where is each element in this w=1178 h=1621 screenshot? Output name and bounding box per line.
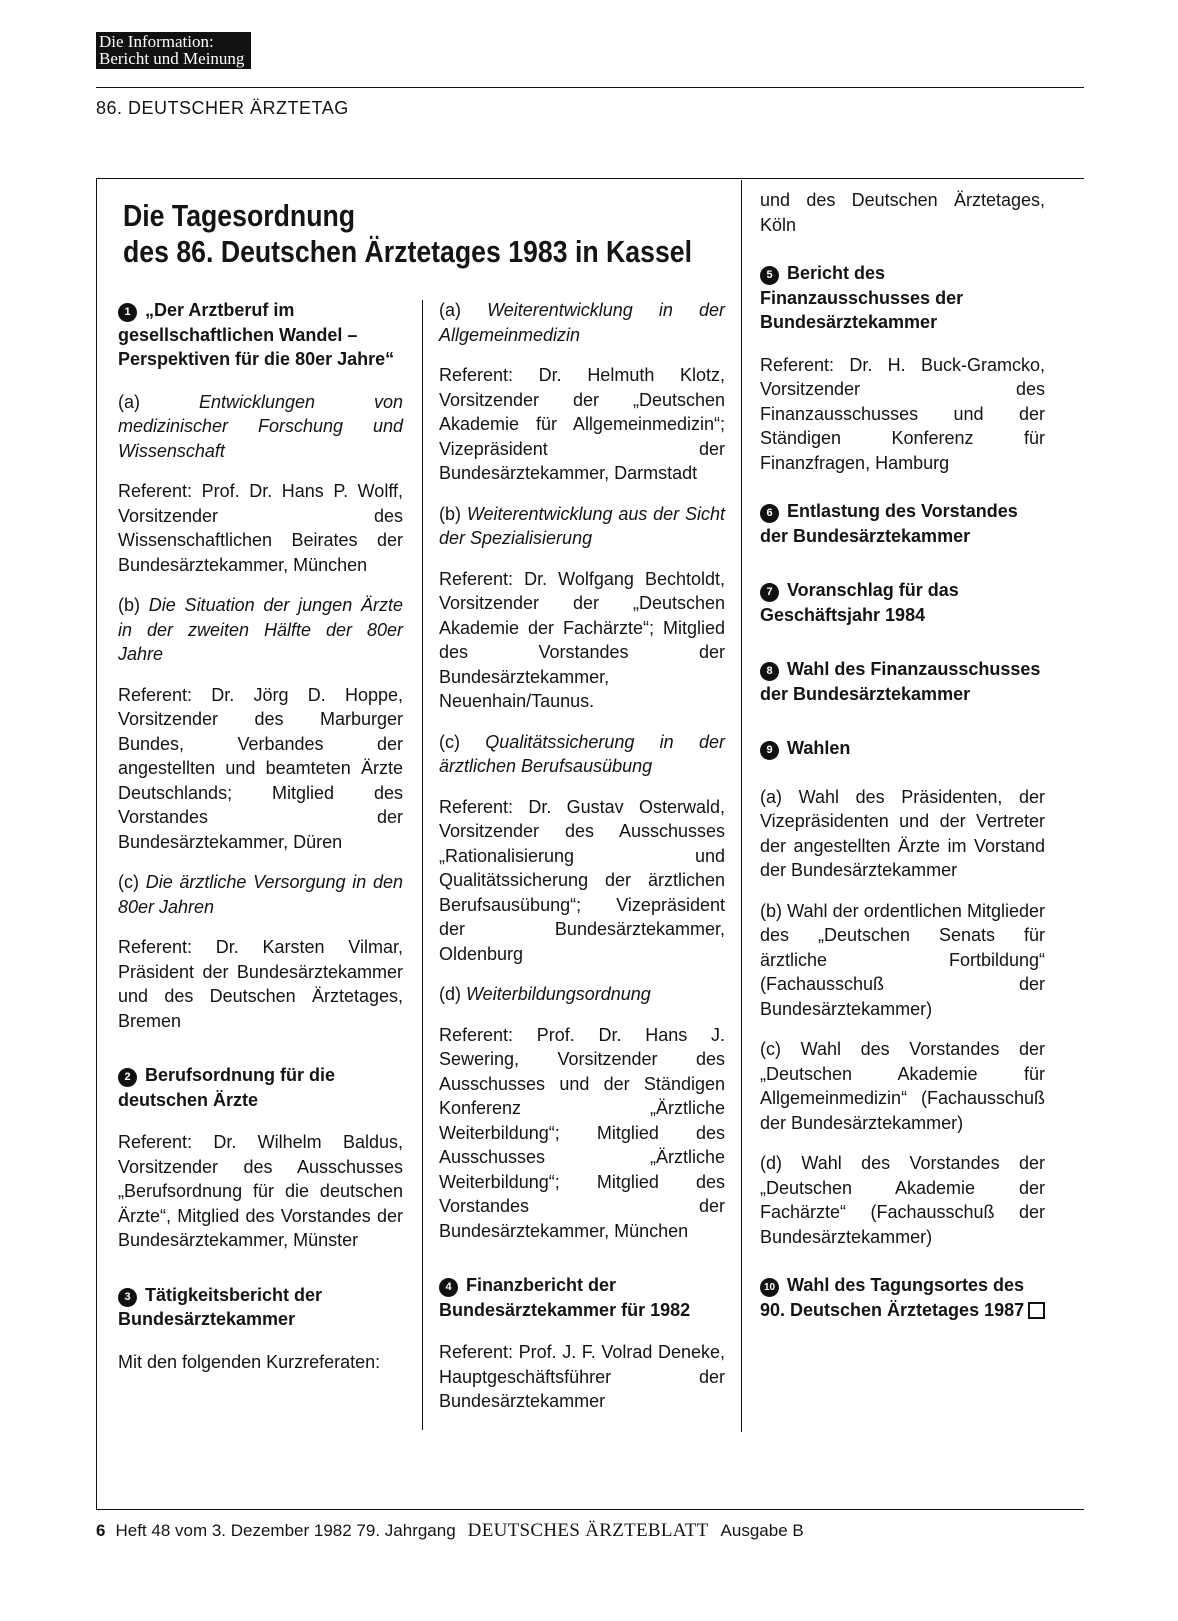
- referent-4: Referent: Prof. J. F. Volrad Deneke, Hauptgeschäftsführer der Bundesärztekammer: [439, 1342, 725, 1411]
- subitem-1b: [118, 593, 403, 667]
- agenda-item-8-heading: Wahl des Finanzausschusses der Bundesärztekammer: [760, 659, 1041, 704]
- page-number: 6: [96, 1521, 106, 1540]
- column-3: [760, 188, 1045, 1340]
- referent-3c: Referent: Dr. Gustav Osterwald, Vorsitzender des Ausschusses „Rationalisierung und Qualitätssicherung der ärztlichen Berufsausübung“; Vizepräsident der Bundesärztekammer, Oldenburg: [439, 796, 725, 964]
- subitem-title: Die ärztliche Versorgung in den 80er Jahren: [118, 872, 403, 917]
- agenda-item-7-heading: Voranschlag für das Geschäftsjahr 1984: [760, 580, 959, 625]
- agenda-item-9: [760, 736, 1045, 761]
- title-line-1: Die Tagesordnung: [123, 198, 356, 233]
- item-number-8: 8: [760, 662, 779, 681]
- referent-1a: Referent: Prof. Dr. Hans P. Wolff, Vorsitzender des Wissenschaftlichen Beirates der Bundesärztekammer, München: [118, 481, 403, 575]
- subitem-title: Entwicklungen von medizinischer Forschung und Wissenschaft: [118, 391, 403, 461]
- column-2: [439, 298, 725, 1430]
- item-number-6: 6: [760, 504, 779, 523]
- subitem-label: (b): [439, 503, 461, 524]
- agenda-item-7: [760, 578, 1045, 627]
- referent-2: Referent: Dr. Wilhelm Baldus, Vorsitzender des Ausschusses „Berufsordnung für die deutschen Ärzte“, Mitglied des Vorstandes der Bundesärztekammer, Münster: [118, 1132, 403, 1250]
- end-mark-icon: [1028, 1302, 1045, 1319]
- referent-5: Referent: Dr. H. Buck-Gramcko, Vorsitzender des Finanzausschusses und der Ständigen Konferenz für Finanzfragen, Hamburg: [760, 354, 1045, 473]
- referent-1b: Referent: Dr. Jörg D. Hoppe, Vorsitzender des Marburger Bundes, Verbandes der angestellten und beamteten Ärzte Deutschlands; Mitglied des Vorstandes der Bundesärztekammer, Düren: [118, 684, 403, 852]
- referent-3d: Referent: Prof. Dr. Hans J. Sewering, Vorsitzender des Ausschusses und der Ständigen Konferenz „Ärztliche Weiterbildung“; Mitglied des Ausschusses „Ärztliche Weiterbildung“; Mitglied des Vorstandes der Bundesärztekammer, München: [439, 1024, 725, 1241]
- rubric-line-2: Bericht und Meinung: [99, 49, 245, 68]
- top-rule: [96, 87, 1084, 88]
- subitem-1c: [118, 870, 403, 919]
- page-footer: [96, 1520, 804, 1542]
- rubric-line-1: Die Information:: [99, 32, 214, 51]
- election-a: (a) Wahl des Präsidenten, der Vizepräsidenten und der Vertreter der angestellten Ärzte im Vorstand der Bundesärztekammer: [760, 786, 1045, 880]
- agenda-item-2-heading: Berufsordnung für die deutschen Ärzte: [118, 1065, 335, 1110]
- edition: Ausgabe B: [720, 1521, 804, 1540]
- agenda-item-10-heading: Wahl des Tagungsortes des 90. Deutschen Ärztetages 1987: [760, 1275, 1025, 1320]
- column-1: [118, 298, 403, 1390]
- item-number-9: 9: [760, 741, 779, 760]
- subitem-label: (a): [118, 391, 140, 412]
- subitem-title: Weiterbildungsordnung: [466, 984, 651, 1004]
- agenda-item-4: [439, 1273, 725, 1322]
- subitem-label: (a): [439, 300, 461, 320]
- subitem-title: Die Situation der jungen Ärzte in der zweiten Hälfte der 80er Jahre: [118, 595, 403, 664]
- subitem-3a: [439, 298, 725, 347]
- column-rule-2: [741, 180, 742, 1432]
- agenda-item-10: [760, 1273, 1045, 1322]
- election-c: (c) Wahl des Vorstandes der „Deutschen Akademie für Allgemeinmedizin“ (Fachausschuß der Bundesärztekammer): [760, 1039, 1045, 1133]
- column-rule-1: [422, 300, 423, 1430]
- referent-3b: Referent: Dr. Wolfgang Bechtoldt, Vorsitzender der „Deutschen Akademie der Fachärzte“; Mitglied des Vorstandes der Bundesärztekammer, Neuenhain/Taunus.: [439, 568, 725, 711]
- agenda-item-5-heading: Bericht des Finanzausschusses der Bundesärztekammer: [760, 263, 964, 332]
- subitem-label: (b): [118, 595, 140, 615]
- agenda-item-4-heading: Finanzbericht der Bundesärztekammer für 1982: [439, 1275, 691, 1320]
- agenda-item-5: [760, 261, 1045, 335]
- subitem-3b: [439, 502, 725, 551]
- item-number-7: 7: [760, 583, 779, 602]
- subitem-label: (c): [439, 731, 460, 752]
- election-d: (d) Wahl des Vorstandes der „Deutschen Akademie der Fachärzte“ (Fachausschuß der Bundesärztekammer): [760, 1153, 1045, 1247]
- referent-1c: Referent: Dr. Karsten Vilmar, Präsident der Bundesärztekammer und des Deutschen Ärztetages, Bremen: [118, 937, 403, 1031]
- section-header: 86. DEUTSCHER ÄRZTETAG: [96, 98, 349, 118]
- subitem-title: Weiterentwicklung in der Allgemeinmedizin: [439, 300, 725, 345]
- article-title: [123, 198, 693, 270]
- agenda-item-1: [118, 298, 403, 372]
- election-b: (b) Wahl der ordentlichen Mitglieder des „Deutschen Senats für ärztliche Fortbildung“ (Fachausschuß der Bundesärztekammer): [760, 900, 1045, 1019]
- item-number-10: 10: [760, 1278, 779, 1297]
- referent-3a: Referent: Dr. Helmuth Klotz, Vorsitzender der „Deutschen Akademie für Allgemeinmedizin“; Vizepräsident der Bundesärztekammer, Darmstadt: [439, 365, 725, 483]
- agenda-item-2: [118, 1063, 403, 1112]
- subitem-title: Qualitätssicherung in der ärztlichen Berufsausübung: [439, 731, 725, 776]
- agenda-item-9-heading: Wahlen: [787, 738, 851, 758]
- subitem-3c: [439, 730, 725, 779]
- agenda-item-1-heading: „Der Arztberuf im gesellschaftlichen Wandel – Perspektiven für die 80er Jahre“: [118, 300, 395, 369]
- item-number-4: 4: [439, 1278, 458, 1297]
- journal-name: DEUTSCHES ÄRZTEBLATT: [467, 1520, 709, 1541]
- title-line-2: des 86. Deutschen Ärztetages 1983 in Kassel: [123, 234, 693, 269]
- subitem-title: Weiterentwicklung aus der Sicht der Spezialisierung: [439, 503, 725, 548]
- subitem-3d: [439, 982, 725, 1007]
- item-number-2: 2: [118, 1068, 137, 1087]
- item-number-3: 3: [118, 1288, 137, 1307]
- subitem-1a: [118, 390, 403, 464]
- continued-text: und des Deutschen Ärztetages, Köln: [760, 190, 1045, 235]
- agenda-item-6-heading: Entlastung des Vorstandes der Bundesärztekammer: [760, 501, 1018, 546]
- agenda-item-3-heading: Tätigkeitsbericht der Bundesärztekammer: [118, 1284, 323, 1329]
- agenda-item-3: [118, 1283, 403, 1332]
- agenda-item-8: [760, 657, 1045, 706]
- agenda-item-6: [760, 499, 1045, 548]
- rubric-label: [96, 32, 251, 69]
- item-number-5: 5: [760, 266, 779, 285]
- agenda-item-3-text: Mit den folgenden Kurzreferaten:: [118, 1351, 381, 1372]
- subitem-label: (d): [439, 984, 461, 1004]
- item-number-1: 1: [118, 303, 137, 322]
- subitem-label: (c): [118, 872, 139, 892]
- issue-info: Heft 48 vom 3. Dezember 1982 79. Jahrgang: [115, 1521, 456, 1540]
